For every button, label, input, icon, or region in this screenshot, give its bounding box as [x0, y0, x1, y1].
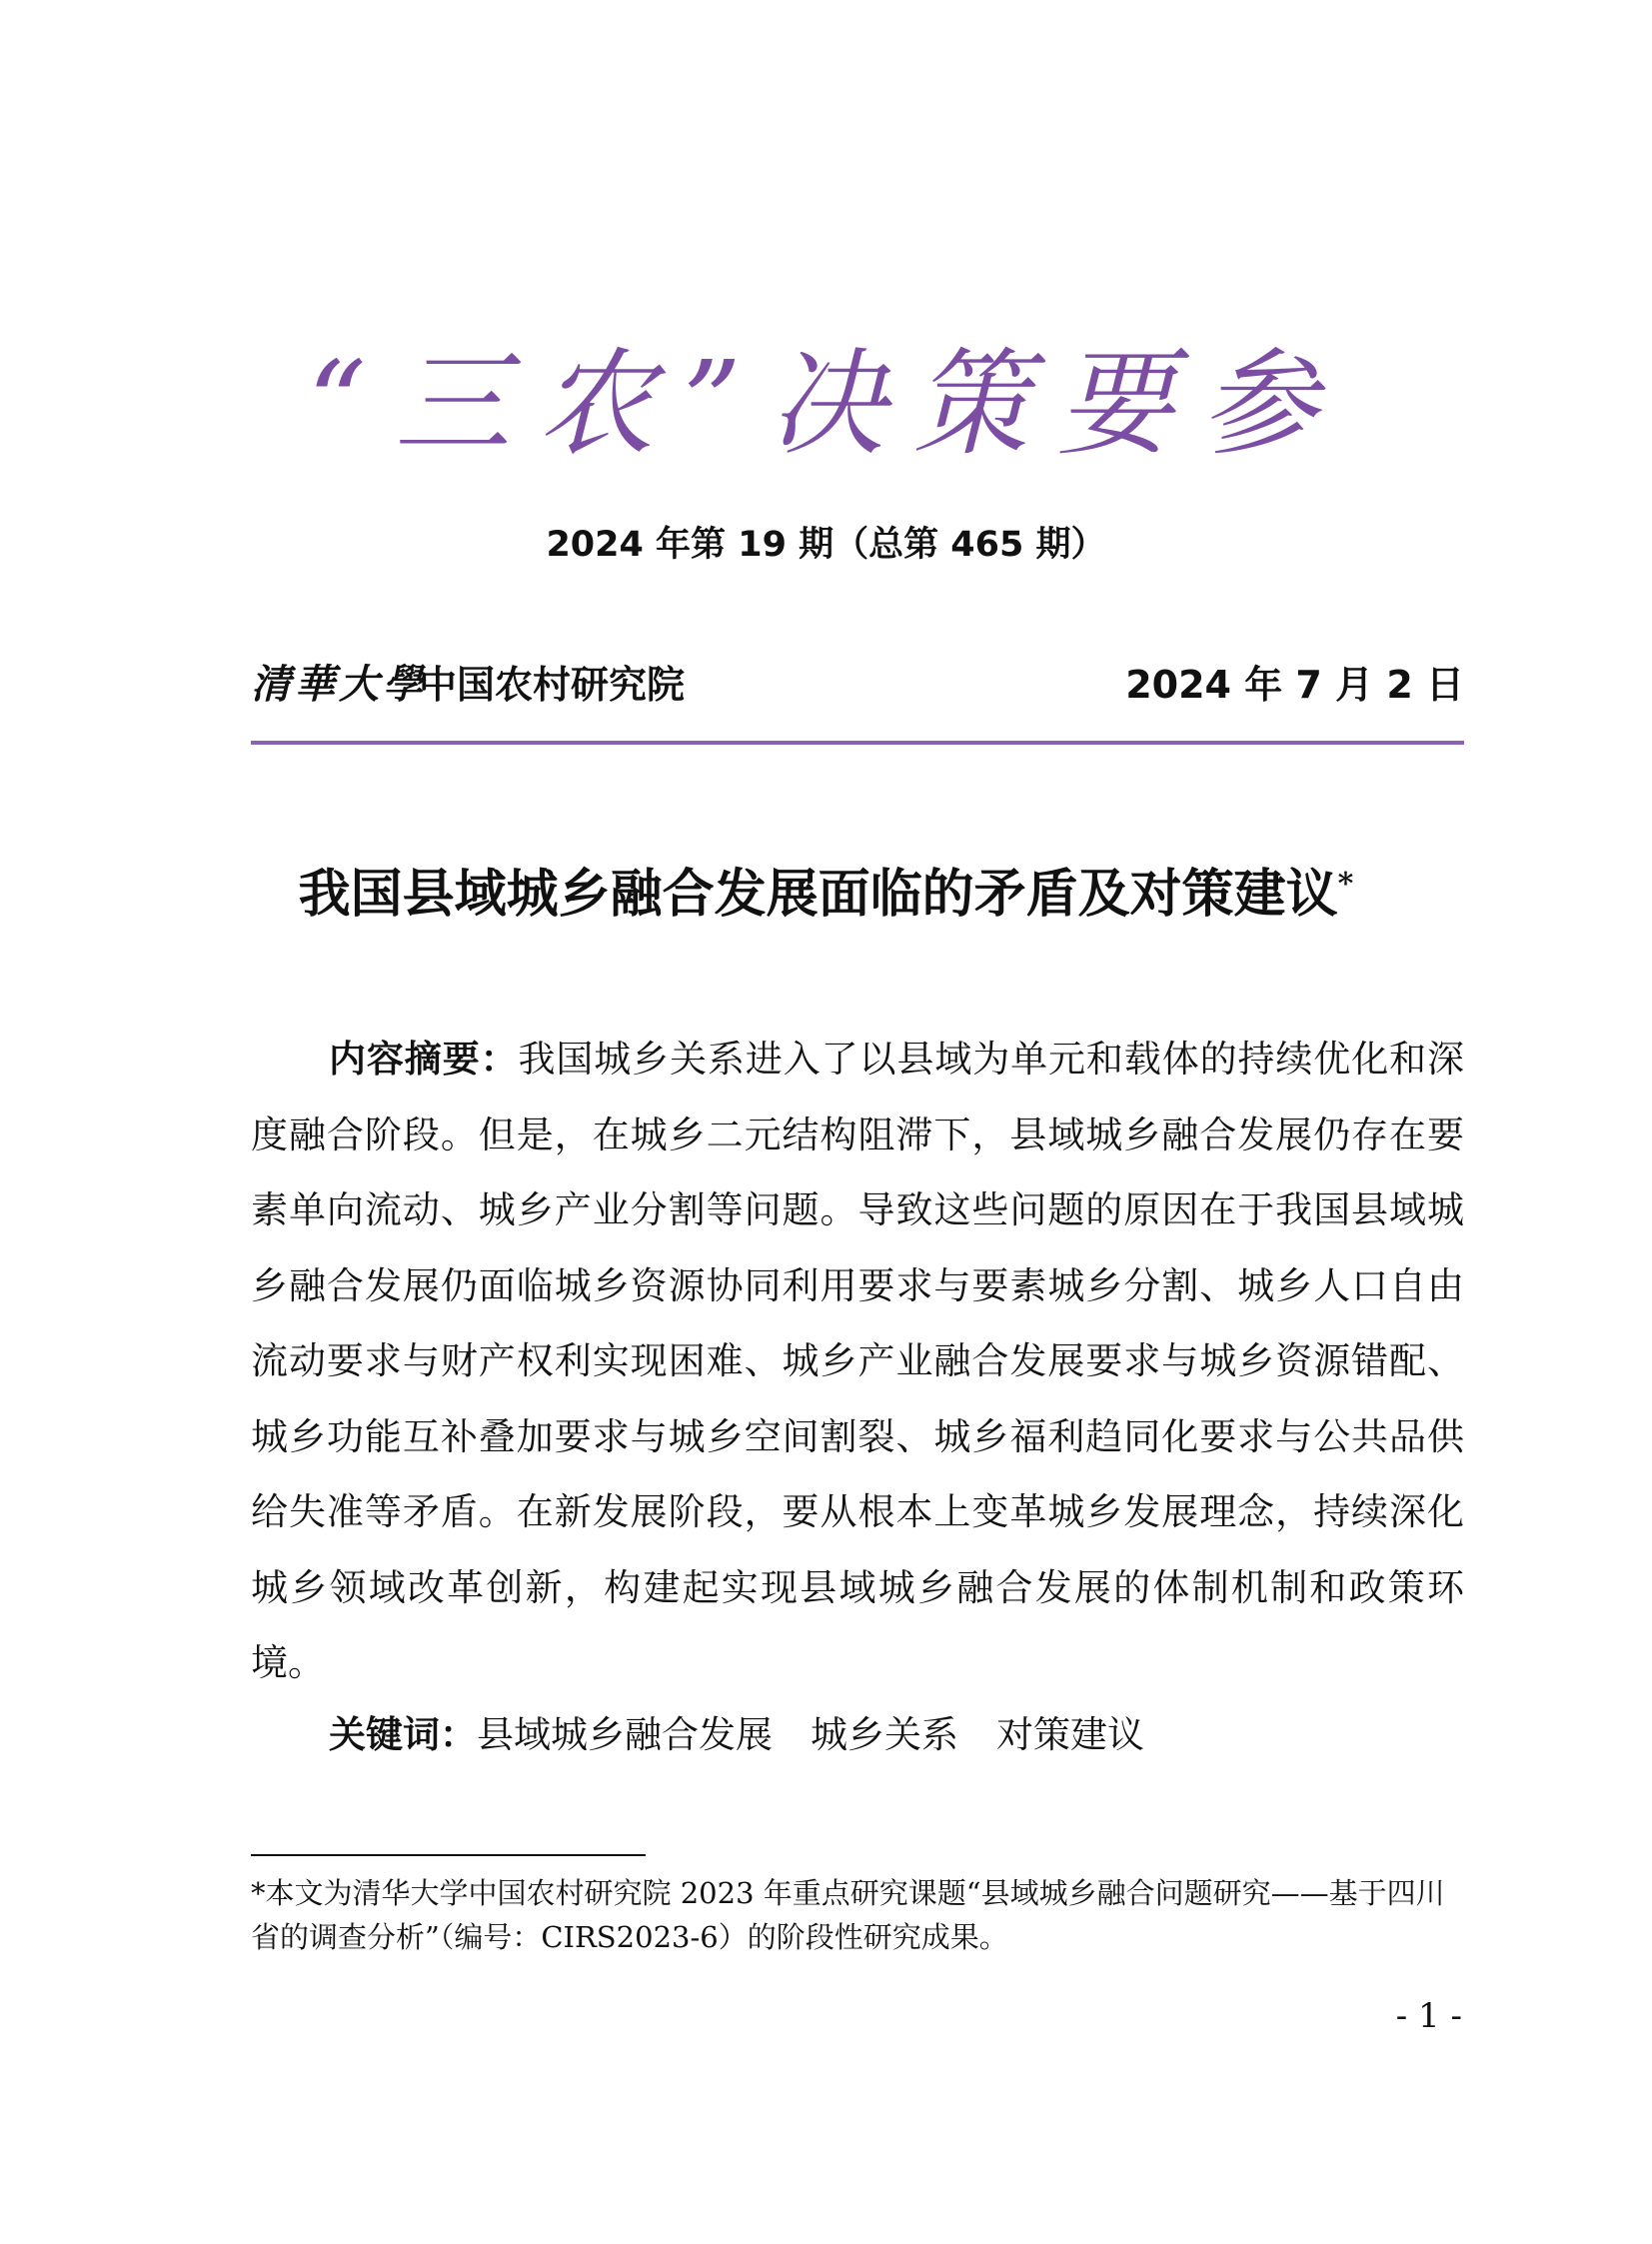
header-row: [251, 657, 1464, 713]
masthead-title: “三农”决策要参: [307, 337, 1345, 472]
page-number: - 1 -: [1395, 1996, 1462, 2036]
keyword-item: 城乡关系: [811, 1713, 958, 1756]
university-logo-text: 清華大學: [251, 661, 427, 708]
abstract-text: 我国城乡关系进入了以县域为单元和载体的持续优化和深度融合阶段。但是，在城乡二元结构阻滞下，县域城乡融合发展仍存在要素单向流动、城乡产业分割等问题。导致这些问题的原因在于我国县域城乡融合发展仍面临城乡资源协同利用要求与要素城乡分割、城乡人口自由流动要求与财产权利实现困难、城乡产业融合发展要求与城乡资源错配、城乡功能互补叠加要求与城乡空间割裂、城乡福利趋同化要求与公共品供给失准等矛盾。在新发展阶段，要从根本上变革城乡发展理念，持续深化城乡领域改革创新，构建起实现县域城乡融合发展的体制机制和政策环境。: [251, 1038, 1465, 1684]
footnote-divider: [251, 1854, 646, 1856]
keyword-item: 对策建议: [996, 1713, 1144, 1756]
publication-date: 2024 年 7 月 2 日: [1125, 663, 1464, 707]
article-title: [0, 860, 1652, 930]
keyword-item: 县域城乡融合发展: [477, 1713, 773, 1756]
article-title-text: 我国县域城乡融合发展面临的矛盾及对策建议: [298, 864, 1338, 925]
keywords-paragraph: [251, 1697, 1464, 1772]
institute-name: 中国农村研究院: [419, 662, 686, 707]
footnote: *本文为清华大学中国农村研究院 2023 年重点研究课题“县域城乡融合问题研究——基于四川省的调查分析”（编号：CIRS2023-6）的阶段性研究成果。: [251, 1876, 1445, 1954]
issue-number: 2024 年第 19 期（总第 465 期）: [546, 525, 1106, 565]
header-divider: [251, 741, 1464, 745]
abstract-label: 内容摘要：: [329, 1038, 519, 1081]
keywords-label: 关键词：: [329, 1713, 477, 1756]
footnote-mark: *: [1337, 867, 1354, 902]
abstract-paragraph: [251, 1022, 1464, 1701]
